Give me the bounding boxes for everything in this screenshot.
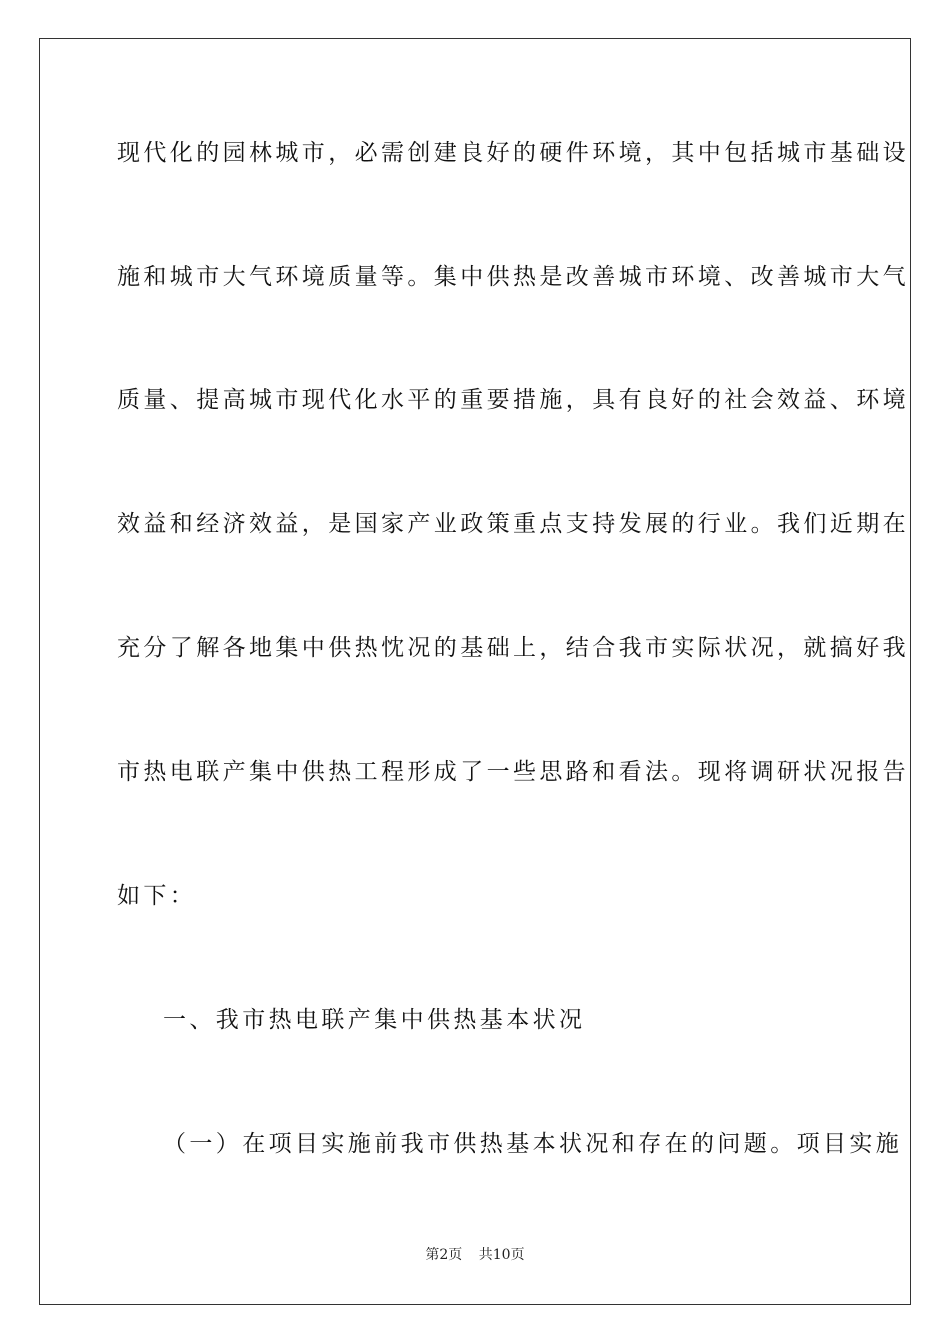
- paragraph-line-5: 充分了解各地集中供热忱况的基础上，结合我市实际状况，就搞好我: [117, 635, 909, 661]
- paragraph-line-2: 施和城市大气环境质量等。集中供热是改善城市环境、改善城市大气: [117, 264, 909, 290]
- paragraph-line-1: 现代化的园林城市，必需创建良好的硬件环境，其中包括城市基础设: [117, 140, 909, 166]
- paragraph-line-4: 效益和经济效益，是国家产业政策重点支持发展的行业。我们近期在: [117, 511, 909, 537]
- paragraph-line-6: 市热电联产集中供热工程形成了一些思路和看法。现将调研状况报告: [117, 759, 909, 785]
- paragraph-line-7: 如下：: [117, 883, 197, 909]
- subsection-line: （一）在项目实施前我市供热基本状况和存在的问题。项目实施: [163, 1131, 903, 1157]
- page-footer: [0, 1246, 950, 1264]
- page-number: 第2页: [425, 1247, 463, 1263]
- page-border: [39, 38, 911, 1305]
- paragraph-line-3: 质量、提高城市现代化水平的重要措施，具有良好的社会效益、环境: [117, 387, 909, 413]
- section-heading: 一、我市热电联产集中供热基本状况: [163, 1007, 586, 1033]
- page-total: 共10页: [478, 1247, 525, 1263]
